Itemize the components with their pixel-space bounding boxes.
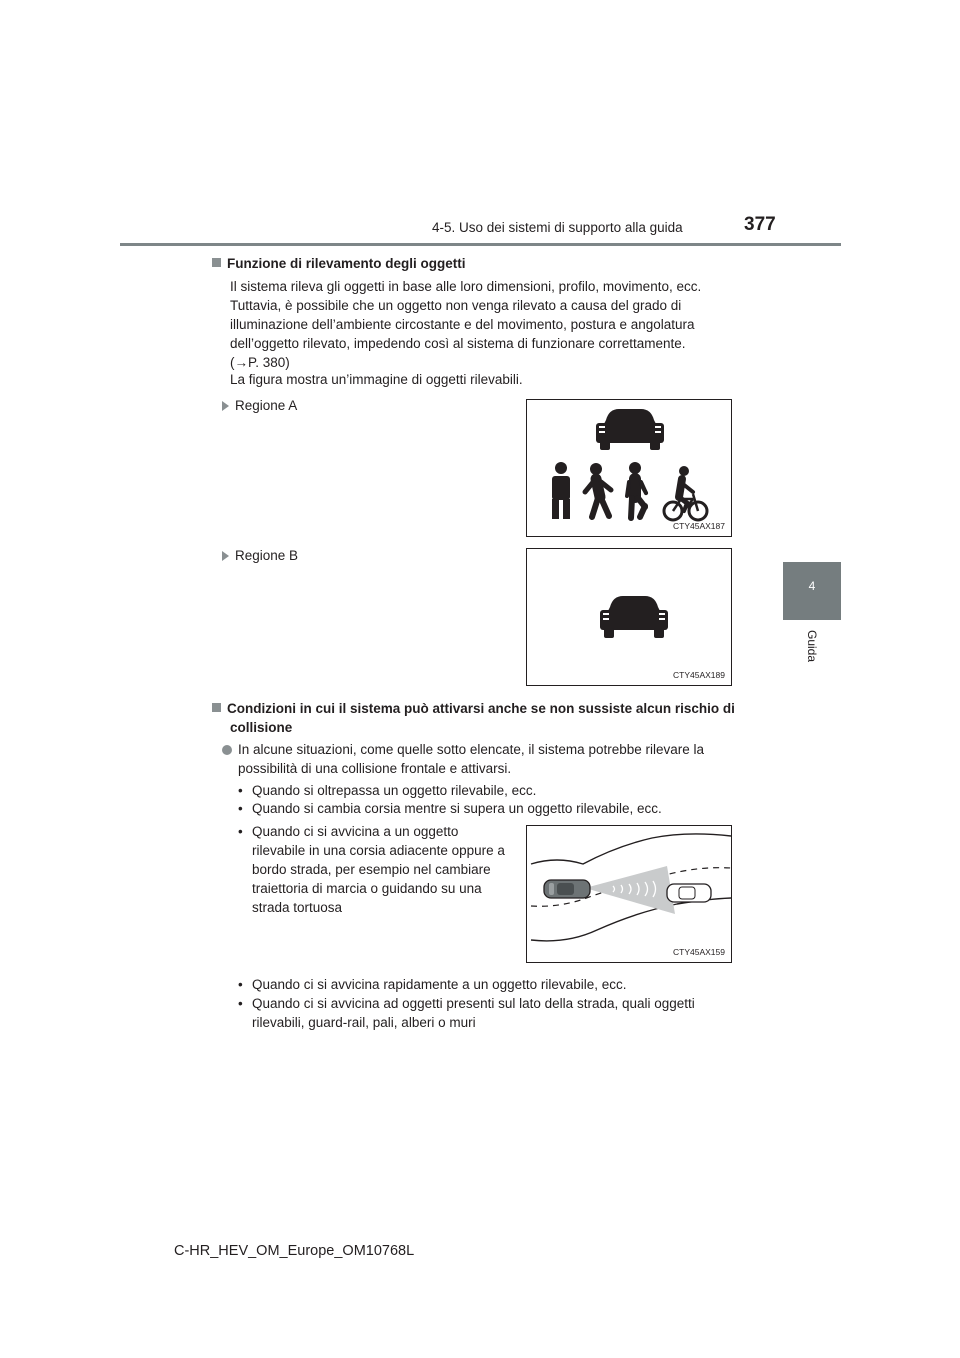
list-item-with-figure: • Quando ci si avvicina a un oggetto rilevabile in una corsia adiacente oppure a bordo strada, per esempio nel cambiare traiettoria di marcia o guidando su una strada tortuosa bbox=[238, 824, 505, 915]
section-heading-text-line2: collisione bbox=[230, 720, 293, 735]
road-illustration bbox=[527, 826, 731, 962]
arrow-bullet-icon bbox=[222, 551, 229, 561]
target-vehicle-icon bbox=[667, 884, 711, 902]
chapter-number: 4 bbox=[808, 579, 816, 593]
list-item-text: traiettoria di marcia o guidando su una bbox=[252, 881, 482, 896]
car-front-icon bbox=[596, 409, 664, 450]
list-item: • Quando si cambia corsia mentre si supera un oggetto rilevabile, ecc. bbox=[238, 801, 662, 816]
paragraph-line: (→P. 380) bbox=[230, 355, 290, 370]
region-a-label: Regione A bbox=[235, 398, 298, 413]
cyclist-icon bbox=[664, 466, 707, 520]
own-vehicle-icon bbox=[544, 880, 590, 898]
circle-item-text-line2: possibilità di una collisione frontale e attivarsi. bbox=[238, 761, 512, 776]
list-item-text: Quando ci si avvicina ad oggetti presenti sul lato della strada, quali oggetti bbox=[252, 996, 695, 1011]
paragraph-line: illuminazione dell’ambiente circostante e del movimento, postura e angolatura bbox=[230, 317, 695, 332]
road-edge-bottom bbox=[531, 898, 731, 941]
page-number: 377 bbox=[744, 214, 776, 235]
pedestrian-walking-icon bbox=[585, 463, 611, 517]
circle-bullet-icon bbox=[222, 745, 232, 755]
pedestrian-standing-icon bbox=[552, 462, 570, 519]
pedestrian-phone-icon bbox=[627, 462, 646, 518]
paragraph-line: Il sistema rileva gli oggetti in base alle loro dimensioni, profilo, movimento, ecc. bbox=[230, 279, 702, 294]
section-heading-text: Condizioni in cui il sistema può attivarsi anche se non sussiste alcun rischio di bbox=[227, 701, 735, 716]
paragraph-line: Tuttavia, è possibile che un oggetto non venga rilevato a causa del grado di bbox=[230, 298, 682, 313]
figure-code: CTY45AX189 bbox=[673, 670, 725, 680]
road-figure bbox=[526, 825, 732, 963]
square-bullet-icon bbox=[212, 703, 221, 712]
region-b-illustration bbox=[527, 549, 731, 685]
list-item: • Quando si oltrepassa un oggetto rilevabile, ecc. bbox=[238, 783, 537, 798]
header-divider bbox=[120, 243, 841, 246]
figure-intro: La figura mostra un’immagine di oggetti rilevabili. bbox=[230, 372, 523, 387]
circle-item bbox=[222, 740, 744, 778]
circle-item-text: In alcune situazioni, come quelle sotto elencate, il sistema potrebbe rilevare la bbox=[238, 742, 705, 757]
document-id: C-HR_HEV_OM_Europe_OM10768L bbox=[174, 1243, 415, 1259]
car-front-icon bbox=[600, 596, 668, 638]
list-item-text: bordo strada, per esempio nel cambiare bbox=[252, 862, 491, 877]
region-b-label: Regione B bbox=[235, 548, 299, 563]
section-heading-object-detection bbox=[212, 254, 466, 273]
list-item-text: rilevabile in una corsia adiacente oppure a bbox=[252, 843, 505, 858]
paragraph-line: dell’oggetto rilevato, impedendo così al sistema di funzionare correttamente. bbox=[230, 336, 686, 351]
list-item-text: Quando si oltrepassa un oggetto rilevabile, ecc. bbox=[252, 783, 537, 798]
region-a-figure bbox=[526, 399, 732, 537]
region-a-illustration bbox=[527, 400, 731, 536]
arrow-bullet-icon bbox=[222, 401, 229, 411]
list-item-text: Quando ci si avvicina a un oggetto bbox=[252, 824, 459, 839]
region-b-item bbox=[222, 546, 298, 565]
list-item-text: Quando ci si avvicina rapidamente a un oggetto rilevabile, ecc. bbox=[252, 977, 627, 992]
chapter-label-box bbox=[783, 630, 841, 670]
detection-paragraph bbox=[230, 277, 744, 372]
chapter-label: Guida bbox=[805, 630, 819, 663]
road-edge-top bbox=[531, 834, 731, 864]
list-item-text: rilevabili, guard-rail, pali, alberi o muri bbox=[252, 1015, 476, 1030]
list-item: • Quando ci si avvicina ad oggetti presenti sul lato della strada, quali oggetti rilevabili, guard-rail, pali, alberi o muri bbox=[238, 994, 744, 1032]
list-item: • Quando ci si avvicina rapidamente a un oggetto rilevabile, ecc. bbox=[238, 977, 627, 992]
chapter-tab bbox=[783, 562, 841, 620]
square-bullet-icon bbox=[212, 258, 221, 267]
section-heading-text: Funzione di rilevamento degli oggetti bbox=[227, 256, 466, 271]
region-b-figure bbox=[526, 548, 732, 686]
region-a-item bbox=[222, 396, 297, 415]
figure-code: CTY45AX187 bbox=[673, 521, 725, 531]
list-item-text: Quando si cambia corsia mentre si supera un oggetto rilevabile, ecc. bbox=[252, 801, 662, 816]
sensor-beam bbox=[585, 866, 675, 914]
figure-code: CTY45AX159 bbox=[673, 947, 725, 957]
section-heading-false-activation bbox=[212, 699, 744, 737]
list-item-text: strada tortuosa bbox=[252, 900, 343, 915]
header-section-title: 4-5. Uso dei sistemi di supporto alla guida bbox=[432, 220, 683, 235]
